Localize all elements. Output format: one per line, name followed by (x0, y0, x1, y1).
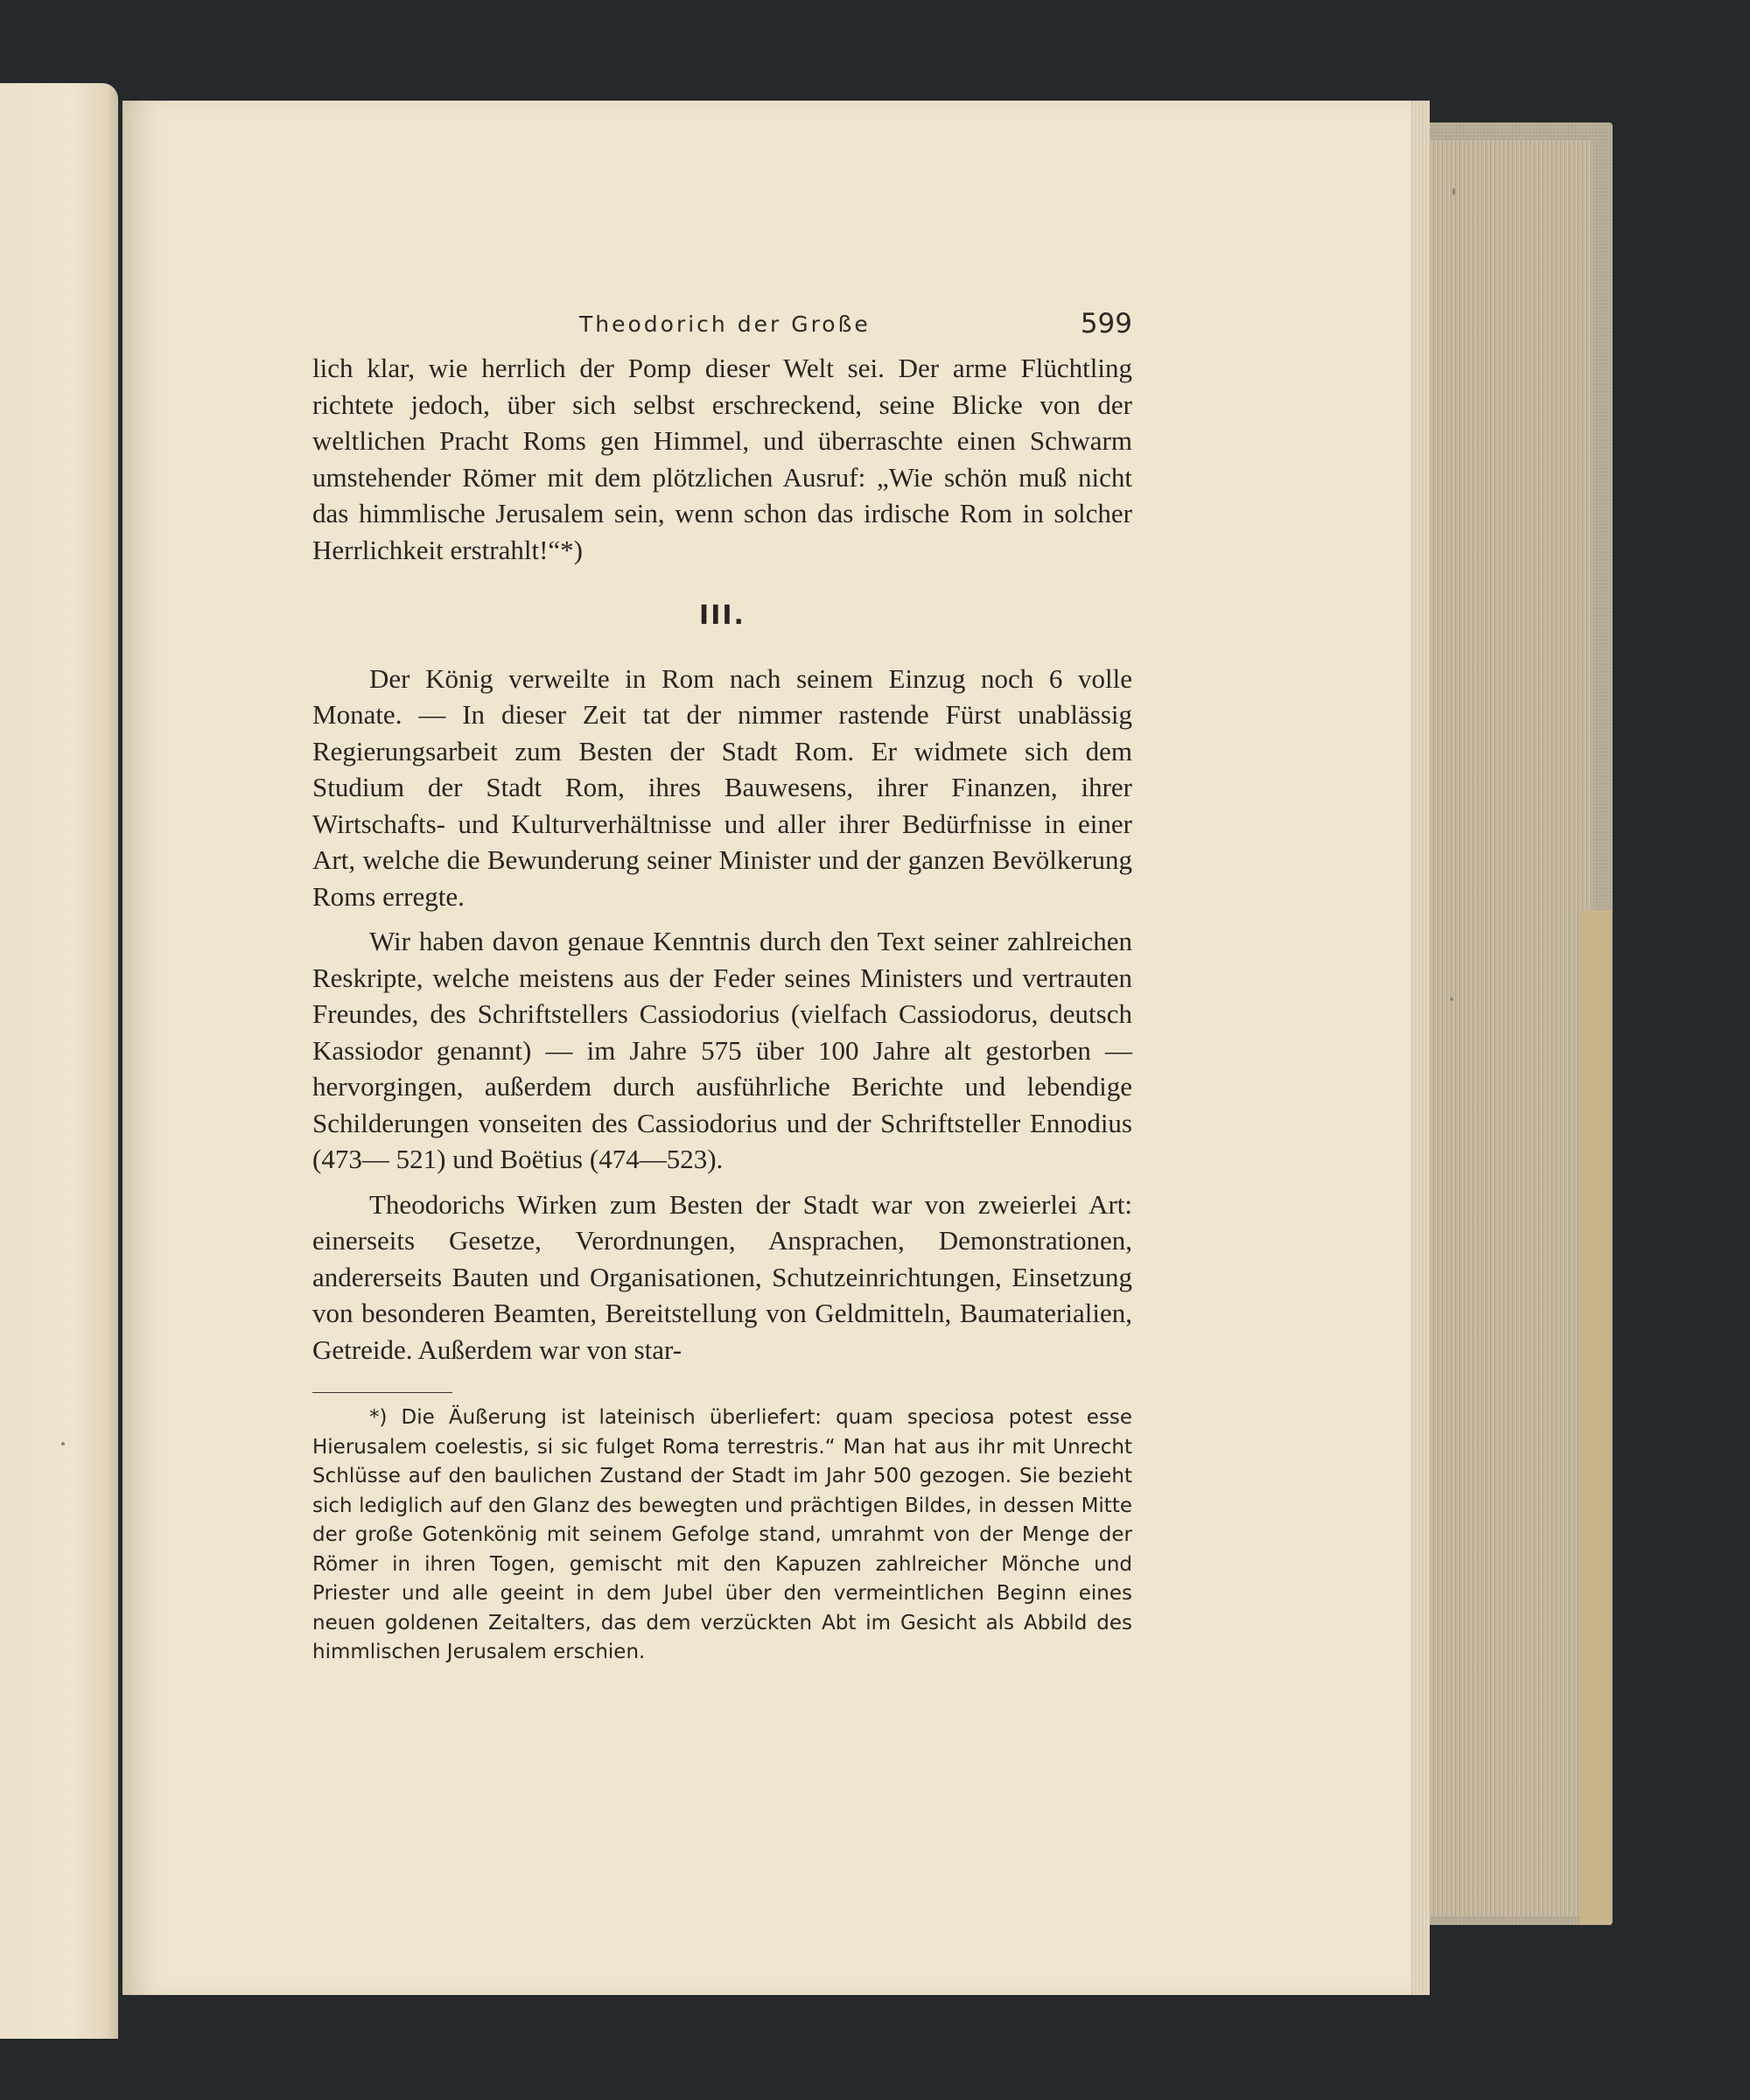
paragraph: lich klar, wie herrlich der Pomp dieser Welt sei. Der arme Flüchtling richtete jedoch, über sich selbst erschreckend, seine Blicke von der weltlichen Pracht Roms gen Himmel, und überraschte einen Schwarm umstehender Römer mit dem plötzlichen Ausruf: „Wie schön muß nicht das himmlische Jerusalem sein, wenn schon das irdische Rom in solcher Herrlichkeit erstrahlt!“*) (312, 353, 1132, 565)
cover-spine-strip (1579, 910, 1611, 1925)
paragraph: Wir haben davon genaue Kenntnis durch den Text seiner zahlreichen Reskripte, welche meistens aus der Feder seines Ministers und vertrauten Freundes, des Schriftstellers Cassiodorius (vielfach Cassiodorus, deutsch Kassiodor genannt) — im Jahre 575 über 100 Jahre alt gestorben — hervorgingen, außerdem durch ausführliche Berichte und lebendige Schilderungen vonseiten des Cassiodorius und der Schriftsteller Ennodius (473— 521) und Boëtius (474—523). (312, 926, 1132, 1174)
body-text (312, 350, 1132, 1368)
section-heading: III. (699, 600, 746, 631)
dust-speck (61, 1442, 65, 1446)
page-content (312, 298, 1132, 1668)
page-edge (1410, 101, 1430, 1995)
footnote: *) Die Äußerung ist lateinisch überliefert: quam speciosa potest esse Hierusalem coelestis, si sic fulget Roma terrestris.“ Man hat aus ihr mit Unrecht Schlüsse auf den baulichen Zustand der Stadt im Jahr 500 gezogen. Sie bezieht sich lediglich auf den Glanz des bewegten und prächtigen Bildes, in dessen Mitte der große Gotenkönig mit seinem Gefolge stand, umrahmt von der Menge der Römer in ihren Togen, gemischt mit den Kapuzen zahlreicher Mönche und Priester und alle geeint in dem Jubel über den vermeintlichen Beginn eines neuen goldenen Zeitalters, das dem verzückten Abt im Gesicht als Abbild des himmlischen Jerusalem erschien. (312, 1406, 1132, 1663)
left-facing-page (0, 83, 118, 2039)
running-head: Theodorich der Große (579, 312, 871, 337)
dust-speck (1450, 998, 1453, 1001)
page-number: 599 (1080, 308, 1132, 340)
footnote-rule (312, 1392, 452, 1393)
page-header (312, 298, 1132, 350)
paragraph: Der König verweilte in Rom nach seinem Einzug noch 6 volle Monate. — In dieser Zeit tat der nimmer rastende Fürst unablässig Regierungsarbeit zum Besten der Stadt Rom. Er widmete sich dem Studium der Stadt Rom, ihres Bauwesens, ihrer Finanzen, ihrer Wirtschafts- und Kulturverhältnisse und aller ihrer Bedürfnisse in einer Art, welche die Bewunderung seiner Minister und der ganzen Bevölkerung Roms erregte. (312, 662, 1132, 912)
page-block-edges (1418, 140, 1592, 1916)
paragraph: Theodorichs Wirken zum Besten der Stadt war von zweierlei Art: einerseits Gesetze, Verordnungen, Ansprachen, Demonstrationen, andererseits Bauten und Organisationen, Schutzeinrichtungen, Einsetzung von besonderen Beamten, Bereitstellung von Geldmitteln, Baumaterialien, Getreide. Außerdem war von star- (312, 1188, 1132, 1365)
dust-speck (1452, 188, 1455, 195)
